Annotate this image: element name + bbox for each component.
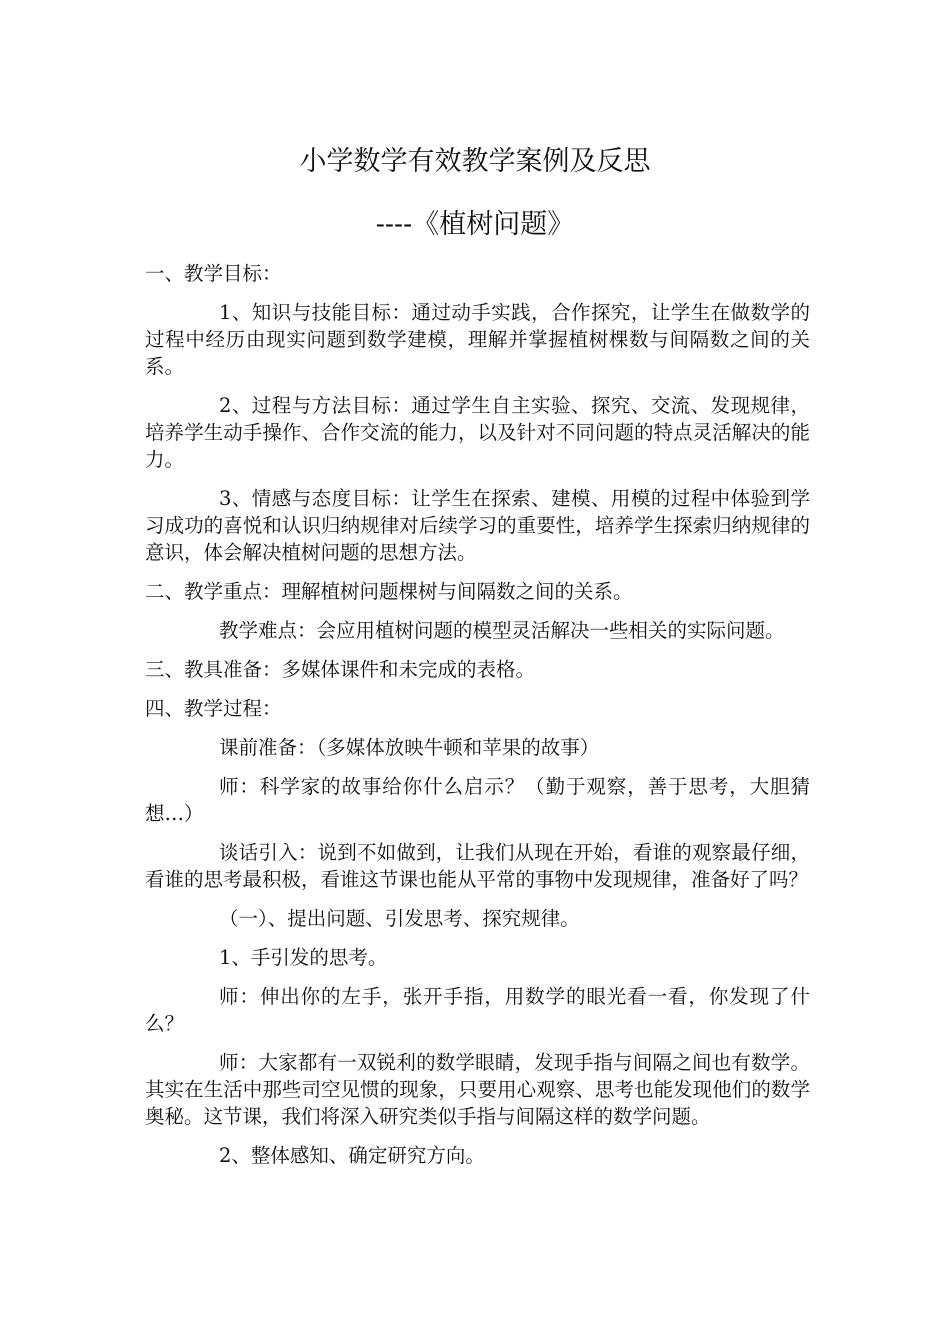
document-body [145, 260, 810, 1181]
paragraph-process-goal: 2、过程与方法目标：通过学生自主实验、探究、交流、发现规律，培养学生动手操作、合作交流的能力，以及针对不同问题的特点灵活解决的能力。 [145, 394, 810, 471]
paragraph-introduction: 谈话引入：说到不如做到，让我们从现在开始，看谁的观察最仔细，看谁的思考最积极，看谁这节课也能从平常的事物中发现规律，准备好了吗？ [145, 841, 810, 891]
paragraph-teacher-question: 师：科学家的故事给你什么启示？（勤于观察，善于思考，大胆猜想…） [145, 775, 810, 825]
paragraph-teacher-hand: 师：伸出你的左手，张开手指，用数学的眼光看一看，你发现了什么？ [145, 985, 810, 1035]
section-heading-materials: 三、教具准备：多媒体课件和未完成的表格。 [145, 658, 536, 681]
section-heading-process: 四、教学过程： [145, 697, 282, 720]
paragraph-hand-thinking: 1、手引发的思考。 [219, 946, 388, 969]
paragraph-preparation: 课前准备：（多媒体放映牛顿和苹果的故事） [219, 736, 600, 759]
paragraph-subsection-one: （一）、提出问题、引发思考、探究规律。 [219, 907, 580, 930]
paragraph-knowledge-goal: 1、知识与技能目标：通过动手实践，合作探究，让学生在做数学的过程中经历由现实问题到数学建模，理解并掌握植树棵数与间隔数之间的关系。 [145, 301, 810, 378]
document-subtitle: ----《植树问题》 [375, 209, 575, 240]
paragraph-difficulty: 教学难点：会应用植树问题的模型灵活解决一些相关的实际问题。 [219, 619, 785, 642]
paragraph-attitude-goal: 3、情感与态度目标：让学生在探索、建模、用模的过程中体验到学习成功的喜悦和认识归纳规律对后续学习的重要性，培养学生探索归纳规律的意识，体会解决植树问题的思想方法。 [145, 487, 810, 564]
paragraph-overall-perception: 2、整体感知、确定研究方向。 [219, 1144, 485, 1167]
document-title: 小学数学有效教学案例及反思 [299, 146, 651, 177]
section-heading-objectives: 一、教学目标： [145, 262, 282, 285]
section-heading-key-points: 二、教学重点：理解植树问题棵树与间隔数之间的关系。 [145, 580, 633, 603]
paragraph-teacher-summary: 师：大家都有一双锐利的数学眼睛，发现手指与间隔之间也有数学。其实在生活中那些司空见惯的现象，只要用心观察、思考也能发现他们的数学奥秘。这节课，我们将深入研究类似手指与间隔这样的数学问题。 [145, 1051, 810, 1128]
